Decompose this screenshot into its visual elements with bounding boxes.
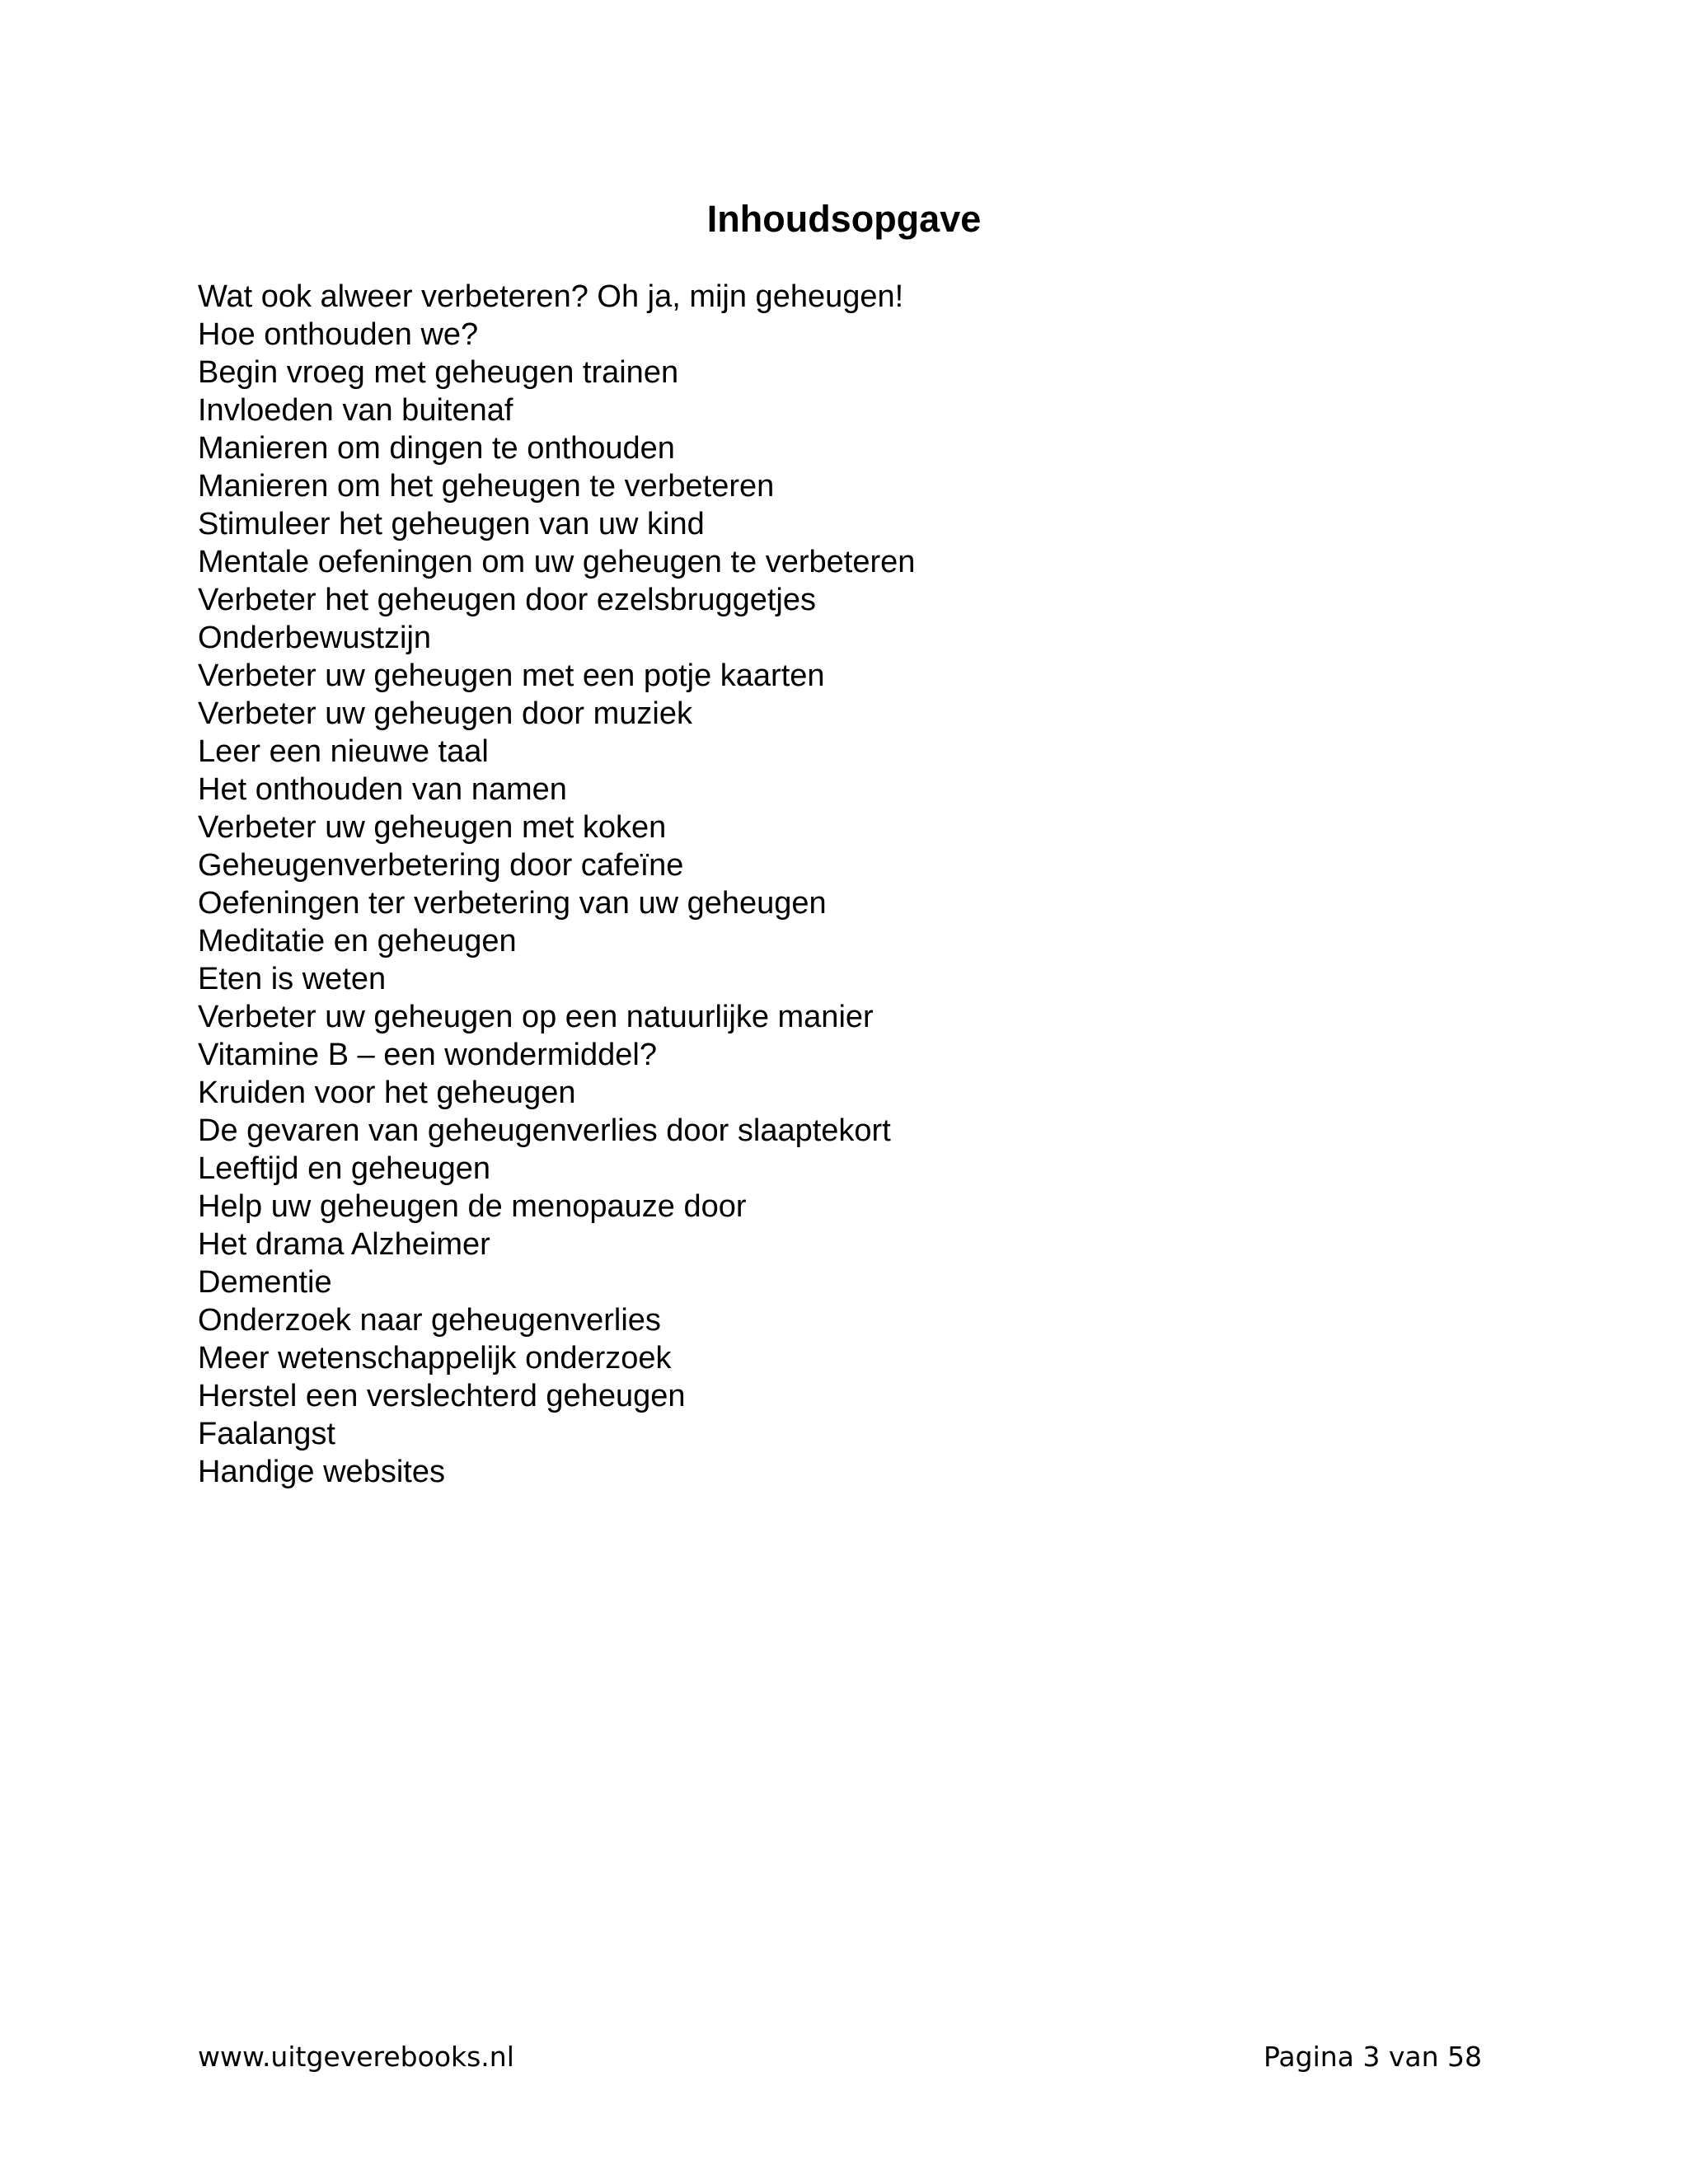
toc-item: Handige websites <box>198 1455 445 1489</box>
toc-item: Invloeden van buitenaf <box>198 393 513 428</box>
toc-item: Mentale oefeningen om uw geheugen te verbeteren <box>198 545 916 579</box>
toc-item: Kruiden voor het geheugen <box>198 1076 576 1110</box>
footer-website: www.uitgeverebooks.nl <box>198 2041 514 2073</box>
footer-page-number: Pagina 3 van 58 <box>1263 2041 1482 2073</box>
toc-item: Meditatie en geheugen <box>198 924 517 958</box>
toc-item: Onderbewustzijn <box>198 621 432 655</box>
toc-item: Dementie <box>198 1265 332 1300</box>
toc-item: De gevaren van geheugenverlies door slaaptekort <box>198 1113 891 1148</box>
toc-item: Wat ook alweer verbeteren? Oh ja, mijn geheugen! <box>198 279 904 314</box>
toc-item: Stimuleer het geheugen van uw kind <box>198 507 705 541</box>
toc-item: Begin vroeg met geheugen trainen <box>198 355 679 390</box>
toc-item: Hoe onthouden we? <box>198 317 479 352</box>
toc-item: Manieren om het geheugen te verbeteren <box>198 469 775 504</box>
toc-item: Meer wetenschappelijk onderzoek <box>198 1341 672 1376</box>
toc-item: Eten is weten <box>198 962 387 996</box>
toc-item: Leeftijd en geheugen <box>198 1151 490 1186</box>
toc-item: Het onthouden van namen <box>198 772 567 807</box>
toc-item: Manieren om dingen te onthouden <box>198 431 675 466</box>
toc-item: Onderzoek naar geheugenverlies <box>198 1303 661 1338</box>
toc-item: Herstel een verslechterd geheugen <box>198 1379 686 1413</box>
table-of-contents <box>198 278 915 1491</box>
toc-item: Help uw geheugen de menopauze door <box>198 1189 747 1224</box>
toc-item: Verbeter uw geheugen door muziek <box>198 696 692 731</box>
toc-item: Geheugenverbetering door cafeïne <box>198 848 684 883</box>
toc-item: Het drama Alzheimer <box>198 1227 490 1262</box>
page-title: Inhoudsopgave <box>706 198 982 240</box>
toc-item: Verbeter het geheugen door ezelsbruggetjes <box>198 583 816 617</box>
toc-item: Leer een nieuwe taal <box>198 734 489 769</box>
toc-item: Verbeter uw geheugen met een potje kaarten <box>198 658 825 693</box>
toc-item: Vitamine B – een wondermiddel? <box>198 1038 657 1072</box>
toc-item: Verbeter uw geheugen op een natuurlijke manier <box>198 1000 874 1034</box>
toc-item: Verbeter uw geheugen met koken <box>198 810 667 845</box>
toc-item: Oefeningen ter verbetering van uw geheugen <box>198 886 827 921</box>
toc-item: Faalangst <box>198 1417 335 1451</box>
